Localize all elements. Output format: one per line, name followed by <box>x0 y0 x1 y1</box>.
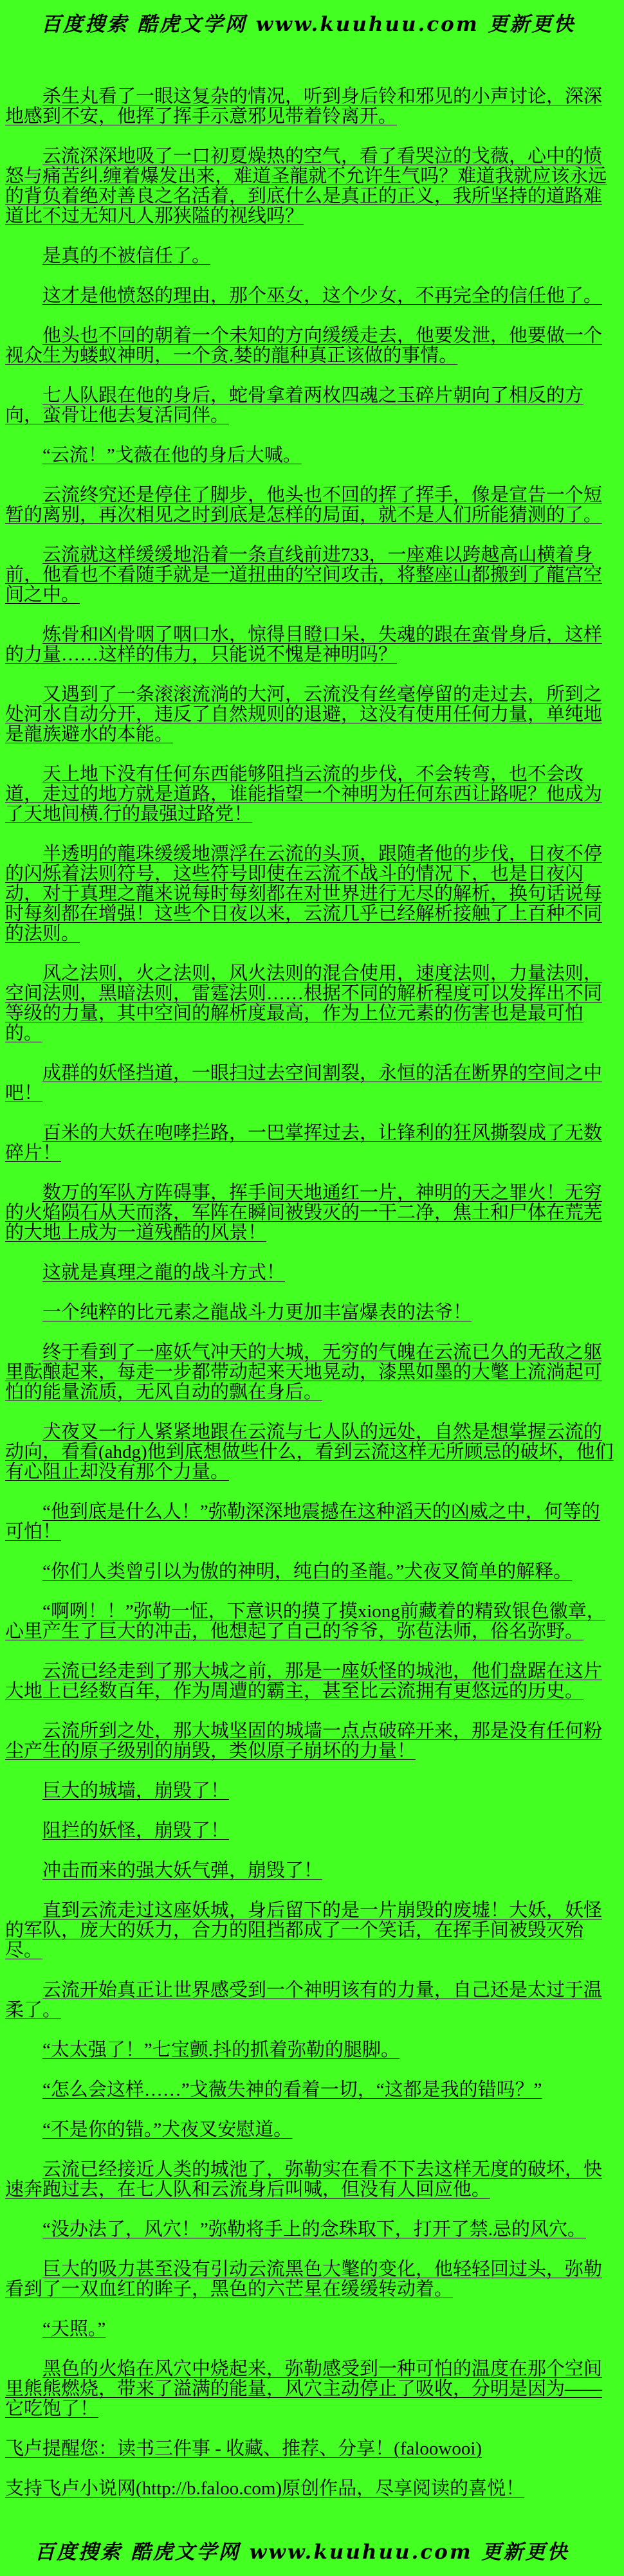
faloo-support-line: 支持飞卢小说网(http://b.faloo.com)原创作品，尽享阅读的喜悦！ <box>5 2478 525 2499</box>
paragraph: 云流深深地吸了一口初夏燥热的空气，看了看哭泣的戈薇，心中的愤怒与痛苦纠.缠着爆发出来，难道圣龍就不允许生气吗？难道我就应该永远的背负着绝对善良之名活着，到底什么是真正的正义，我所坚持的道路难道比不过无知凡人那狭隘的视线吗？ <box>5 146 607 226</box>
paragraph: 这才是他愤怒的理由，那个巫女，这个少女，不再完全的信任他了。 <box>42 286 603 306</box>
paragraph: “云流！”戈薇在他的身后大喊。 <box>42 445 302 466</box>
paragraph: “太太强了！”七宝颤.抖的抓着弥勒的腿脚。 <box>42 2040 399 2060</box>
paragraph: 风之法则，火之法则，风火法则的混合使用，速度法则，力量法则，空间法则，黑暗法则，雷霆法则……根据不同的解析程度可以发挥出不同等级的力量，其中空间的解析度最高，作为上位元素的伤害也是最可怕的。 <box>5 963 603 1044</box>
paragraph: 直到云流走过这座妖城，身后留下的是一片崩毁的废墟！大妖，妖怪的军队，庞大的妖力，合力的阻挡都成了一个笑话，在挥手间被毁灭殆尽。 <box>5 1900 603 1961</box>
faloo-reminder-line: 飞卢提醒您：读书三件事 - 收藏、推荐、分享！(faloowooi) <box>5 2438 482 2459</box>
paragraph: 是真的不被信任了。 <box>42 246 211 266</box>
chapter-content <box>0 37 624 2499</box>
paragraph: 云流已经接近人类的城池了，弥勒实在看不下去这样无度的破坏，快速奔跑过去，在七人队和云流身后叫喊，但没有人回应他。 <box>5 2159 603 2200</box>
paragraph: 巨大的吸力甚至没有引动云流黑色大氅的变化，他轻轻回过头，弥勒看到了一双血红的眸子，黑色的六芒星在缓缓转动着。 <box>5 2259 603 2299</box>
paragraph: 云流终究还是停住了脚步，他头也不回的挥了挥手，像是宣告一个短暂的离别，再次相见之时到底是怎样的局面，就不是人们所能猜测的了。 <box>5 485 603 525</box>
paragraph: “不是你的错。”犬夜叉安慰道。 <box>42 2119 293 2140</box>
paragraph: 云流所到之处，那大城坚固的城墙一点点破碎开来，那是没有任何粉尘产生的原子级别的崩毁，类似原子崩坏的力量！ <box>5 1721 603 1761</box>
paragraph: 云流就这样缓缓地沿着一条直线前进733，一座难以跨越高山横着身前，他看也不看随手就是一道扭曲的空间攻击，将整座山都搬到了龍宫空间之中。 <box>5 545 603 605</box>
paragraph: “天照。” <box>42 2319 106 2339</box>
paragraph: 巨大的城墙，崩毁了！ <box>42 1781 230 1801</box>
paragraph: “怎么会这样……”戈薇失神的看着一切，“这都是我的错吗？” <box>42 2080 542 2100</box>
paragraph: 一个纯粹的比元素之龍战斗力更加丰富爆表的法爷！ <box>42 1302 472 1323</box>
paragraph: 他头也不回的朝着一个未知的方向缓缓走去，他要发泄，他要做一个视众生为蝼蚁神明，一个贪.婪的龍种真正该做的事情。 <box>5 325 603 366</box>
paragraph: 黑色的火焰在风穴中烧起来，弥勒感受到一种可怕的温度在那个空间里熊熊燃烧，带来了溢满的能量，风穴主动停止了吸收，分明是因为——它吃饱了！ <box>5 2359 603 2419</box>
paragraph: “你们人类曾引以为傲的神明，纯白的圣龍。”犬夜叉简单的解释。 <box>42 1561 573 1582</box>
paragraph: 数万的军队方阵碍事，挥手间天地通红一片，神明的天之罪火！无穷的火焰陨石从天而落，军阵在瞬间被毁灭的一干二净，焦土和尸体在荒芜的大地上成为一道残酷的风景！ <box>5 1183 603 1243</box>
paragraph: 七人队跟在他的身后，蛇骨拿着两枚四魂之玉碎片朝向了相反的方向，蛮骨让他去复活同伴。 <box>5 385 584 426</box>
paragraph: “啊咧！！”弥勒一怔，下意识的摸了摸xiong前藏着的精致银色徽章，心里产生了巨大的冲击，他想起了自己的爷爷，弥苞法师，俗名弥野。 <box>5 1601 605 1642</box>
paragraph: 炼骨和凶骨咽了咽口水，惊得目瞪口呆，失魂的跟在蛮骨身后，这样的力量……这样的伟力，只能说不愧是神明吗？ <box>5 624 603 665</box>
site-brand-header: 百度搜索 酷虎文学网 www.kuuhuu.com 更新更快 <box>41 13 576 36</box>
paragraph: 云流已经走到了那大城之前，那是一座妖怪的城池，他们盘踞在这片大地上已经数百年，作为周遭的霸主，甚至比云流拥有更悠远的历史。 <box>5 1661 603 1701</box>
paragraph: 成群的妖怪挡道，一眼扫过去空间割裂，永恒的活在断界的空间之中吧！ <box>5 1063 603 1103</box>
paragraph: 半透明的龍珠缓缓地漂浮在云流的头顶，跟随者他的步伐，日夜不停的闪烁着法则符号，这些符号即使在云流不战斗的情况下，也是日夜闪动，对于真理之龍来说每时每刻都在对世界进行无尽的解析，换句话说每时每刻都在增强！这些个日夜以来，云流几乎已经解析接触了上百种不同的法则。 <box>5 844 603 944</box>
paragraph: 冲击而来的强大妖气弹，崩毁了！ <box>42 1860 323 1881</box>
paragraph: “他到底是什么人！”弥勒深深地震撼在这种滔天的凶威之中，何等的可怕！ <box>5 1501 600 1542</box>
paragraph: 这就是真理之龍的战斗方式！ <box>42 1262 286 1283</box>
paragraph: 阻拦的妖怪，崩毁了！ <box>42 1820 230 1841</box>
novel-paragraphs <box>5 87 616 2419</box>
paragraph: 百米的大妖在咆哮拦路，一巴掌挥过去，让锋利的狂风撕裂成了无数碎片！ <box>5 1123 603 1163</box>
paragraph: “没办法了，风穴！”弥勒将手上的念珠取下，打开了禁.忌的风穴。 <box>42 2219 586 2240</box>
paragraph: 终于看到了一座妖气冲天的大城，无穷的气魄在云流已久的无敌之躯里酝酿起来，每走一步都带动起来天地晃动，漆黑如墨的大氅上流淌起可怕的能量流质，无风自动的飘在身后。 <box>5 1342 603 1402</box>
paragraph: 杀生丸看了一眼这复杂的情况，听到身后铃和邪见的小声讨论，深深地感到不安，他挥了挥手示意邪见带着铃离开。 <box>5 86 603 127</box>
paragraph: 天上地下没有任何东西能够阻挡云流的步伐，不会转弯，也不会改道，走过的地方就是道路，谁能指望一个神明为任何东西让路呢？他成为了天地间横.行的最强过路党！ <box>5 764 603 824</box>
paragraph: 又遇到了一条滚滚流淌的大河，云流没有丝毫停留的走过去，所到之处河水自动分开，违反了自然规则的退避，这没有使用任何力量，单纯地是龍族避水的本能。 <box>5 684 603 745</box>
paragraph: 犬夜叉一行人紧紧地跟在云流与七人队的远处，自然是想掌握云流的动向，看看(ahdg)他到底想做些什么，看到云流这样无所顾忌的破坏，他们有心阻止却没有那个力量。 <box>5 1422 614 1482</box>
paragraph: 云流开始真正让世界感受到一个神明该有的力量，自己还是太过于温柔了。 <box>5 1980 603 2020</box>
site-brand-footer: 百度搜索 酷虎文学网 www.kuuhuu.com 更新更快 <box>35 2541 569 2564</box>
publisher-notices <box>5 2439 616 2499</box>
